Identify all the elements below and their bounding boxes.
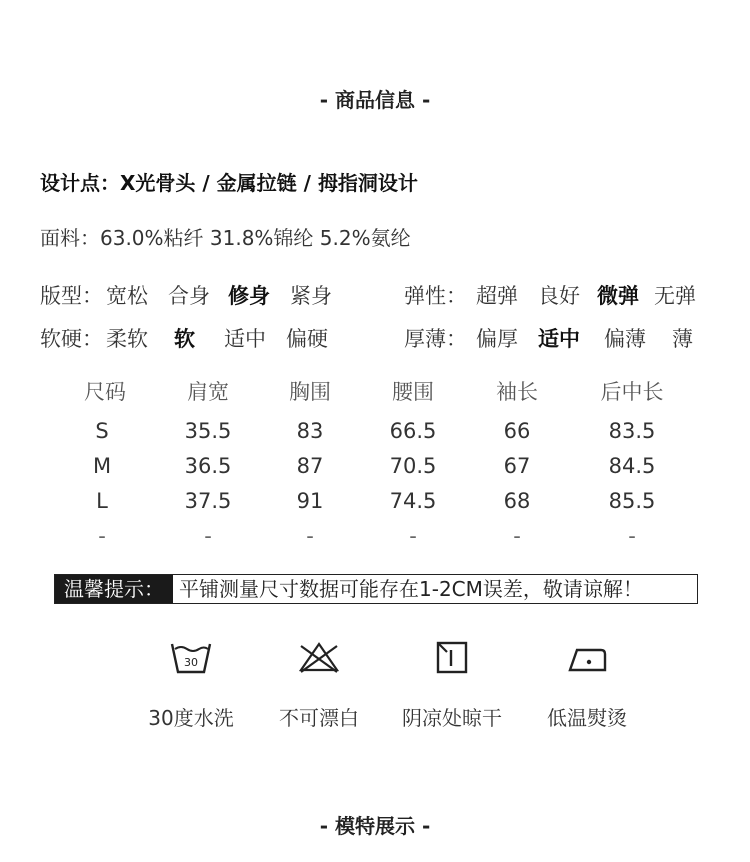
elasticity-option-selected: 微弹 (597, 284, 639, 308)
softness-option: 偏硬 (286, 327, 328, 351)
size-cell: 70.5 (389, 454, 437, 478)
size-cell: 35.5 (184, 419, 232, 443)
size-cell: 74.5 (389, 489, 437, 513)
size-cell: S (95, 419, 109, 443)
thickness-label: 厚薄： (404, 327, 467, 351)
elasticity-option: 无弹 (654, 284, 696, 308)
wash-temp: 30 (184, 656, 198, 669)
care-label: 30度水洗 (148, 706, 234, 730)
size-cell: 85.5 (608, 489, 656, 513)
care-label: 阴凉处晾干 (402, 706, 502, 730)
softness-row (40, 323, 340, 353)
fit-option: 宽松 (106, 284, 148, 308)
care-label: 不可漂白 (279, 706, 359, 730)
size-header: 肩宽 (187, 380, 229, 404)
size-cell: 66 (503, 419, 531, 443)
elasticity-option: 超弹 (476, 284, 518, 308)
size-cell: 37.5 (184, 489, 232, 513)
softness-label: 软硬： (40, 327, 103, 351)
fit-option-selected: 修身 (228, 284, 270, 308)
elasticity-row (404, 280, 704, 310)
model-show-title: - 模特展示 - (319, 814, 431, 838)
size-cell: - (204, 524, 212, 548)
thickness-row (404, 323, 704, 353)
size-cell: 84.5 (608, 454, 656, 478)
size-cell: 87 (296, 454, 324, 478)
size-cell: 36.5 (184, 454, 232, 478)
size-cell: 83.5 (608, 419, 656, 443)
fit-label: 版型： (40, 284, 103, 308)
size-cell: 83 (296, 419, 324, 443)
size-header: 胸围 (289, 380, 331, 404)
fit-option: 合身 (168, 284, 210, 308)
warm-tip-label: 温馨提示： (55, 575, 173, 603)
elasticity-label: 弹性： (404, 284, 467, 308)
care-label: 低温熨烫 (547, 706, 627, 730)
thickness-option: 薄 (672, 327, 693, 351)
softness-option: 适中 (224, 327, 266, 351)
elasticity-option: 良好 (538, 284, 580, 308)
size-header: 袖长 (496, 380, 538, 404)
care-item-no-bleach (254, 640, 384, 731)
size-header: 尺码 (84, 380, 126, 404)
warm-tip-box (54, 574, 698, 604)
low-iron-icon (565, 640, 609, 676)
thickness-option-selected: 适中 (538, 327, 580, 351)
size-cell: 68 (503, 489, 531, 513)
fabric-composition: 面料：63.0%粘纤 31.8%锦纶 5.2%氨纶 (40, 226, 411, 250)
design-points: 设计点：X光骨头 / 金属拉链 / 拇指洞设计 (40, 171, 418, 195)
size-header: 后中长 (600, 380, 664, 404)
care-item-wash (126, 640, 256, 731)
size-cell: 67 (503, 454, 531, 478)
size-cell: L (96, 489, 108, 513)
size-header: 腰围 (392, 380, 434, 404)
care-item-shade-dry (387, 640, 517, 731)
size-cell: - (513, 524, 521, 548)
thickness-option: 偏薄 (604, 327, 646, 351)
softness-option-selected: 软 (174, 327, 195, 351)
product-info-title: - 商品信息 - (319, 88, 431, 112)
care-item-low-iron (522, 640, 652, 731)
fit-option: 紧身 (290, 284, 332, 308)
softness-option: 柔软 (106, 327, 148, 351)
thickness-option: 偏厚 (476, 327, 518, 351)
size-cell: 91 (296, 489, 324, 513)
size-cell: - (98, 524, 106, 548)
shade-dry-icon (430, 640, 474, 676)
size-cell: 66.5 (389, 419, 437, 443)
wash-30-icon (169, 640, 213, 676)
warm-tip-text: 平铺测量尺寸数据可能存在1-2CM误差，敬请谅解！ (179, 577, 643, 601)
size-cell: - (409, 524, 417, 548)
no-bleach-icon (297, 640, 341, 676)
size-cell: - (628, 524, 636, 548)
fit-row (40, 280, 340, 310)
size-cell: M (92, 454, 112, 478)
size-cell: - (306, 524, 314, 548)
